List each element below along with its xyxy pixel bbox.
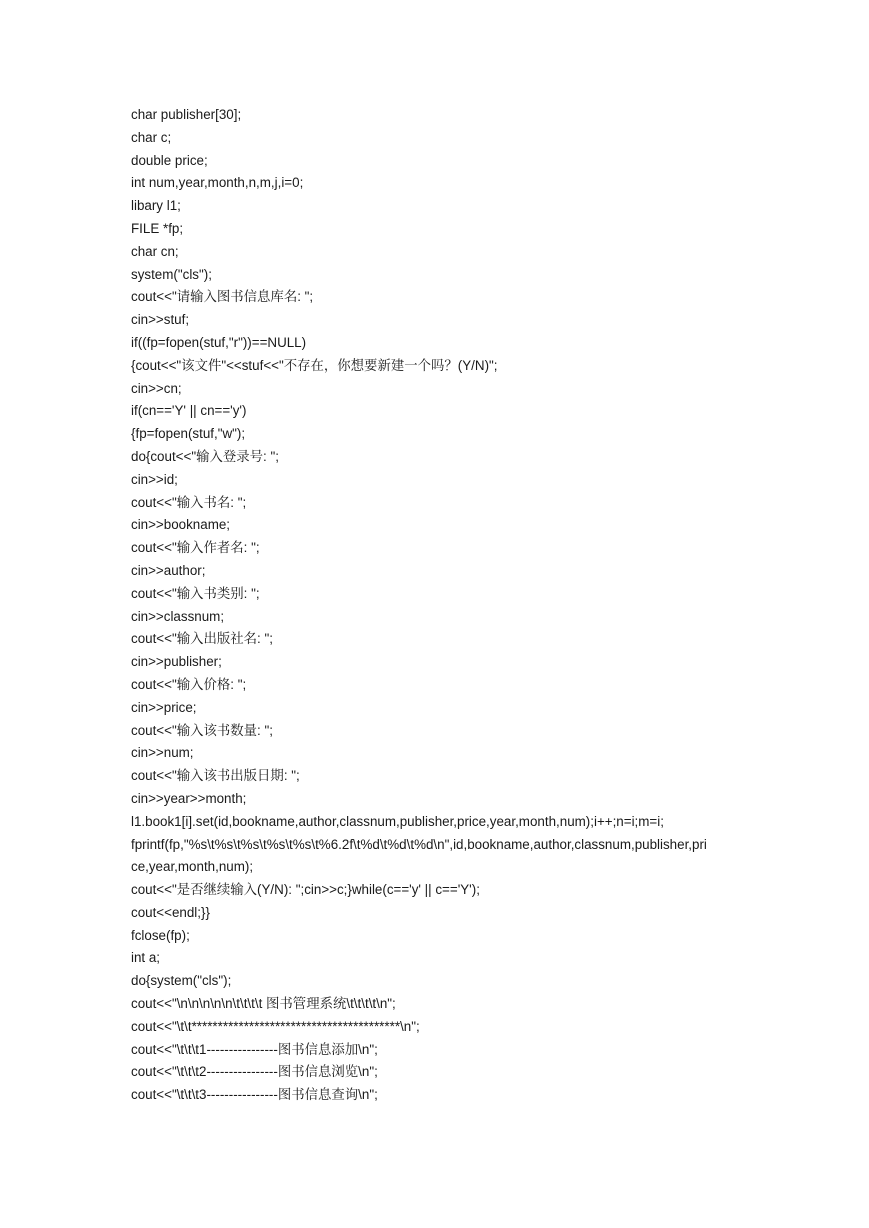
code-line: char c; xyxy=(131,129,172,145)
code-line: cout<<"\t\t\t2----------------图书信息浏览\n"; xyxy=(131,1064,378,1080)
code-line: int num,year,month,n,m,j,i=0; xyxy=(131,175,304,191)
code-line: cout<<"输入书名: "; xyxy=(131,494,247,510)
code-line: cout<<endl;}} xyxy=(131,904,210,920)
code-line: cout<<"是否继续输入(Y/N): ";cin>>c;}while(c=='y' || c=='Y'); xyxy=(131,882,480,898)
code-line: {fp=fopen(stuf,"w"); xyxy=(131,426,246,442)
code-line: do{system("cls"); xyxy=(131,973,232,989)
code-line: int a; xyxy=(131,950,161,966)
code-line: cout<<"输入出版社名: "; xyxy=(131,631,273,647)
code-line: cin>>year>>month; xyxy=(131,790,247,806)
code-line: if(cn=='Y' || cn=='y') xyxy=(131,403,247,419)
code-line: if((fp=fopen(stuf,"r"))==NULL) xyxy=(131,334,307,350)
code-line: cout<<"\n\n\n\n\n\t\t\t\t 图书管理系统\t\t\t\t\n"; xyxy=(131,996,396,1012)
code-line: cin>>price; xyxy=(131,699,197,715)
code-line: libary l1; xyxy=(131,198,181,214)
code-line: system("cls"); xyxy=(131,266,212,282)
code-line: fclose(fp); xyxy=(131,927,190,943)
code-line: cout<<"\t\t\t3----------------图书信息查询\n"; xyxy=(131,1087,378,1103)
code-line: cin>>author; xyxy=(131,562,206,578)
code-line: l1.book1[i].set(id,bookname,author,classnum,publisher,price,year,month,num);i++;n=i;m=i; xyxy=(131,813,664,829)
code-line: cout<<"\t\t****************************************\n"; xyxy=(131,1018,420,1034)
code-line: cin>>classnum; xyxy=(131,608,225,624)
code-line: FILE *fp; xyxy=(131,220,184,236)
code-line: cout<<"输入该书出版日期: "; xyxy=(131,768,300,784)
code-line: cout<<"输入作者名: "; xyxy=(131,540,260,556)
code-line: ce,year,month,num); xyxy=(131,859,254,875)
code-line: {cout<<"该文件"<<stuf<<"不存在，你想要新建一个吗？(Y/N)"; xyxy=(131,357,498,373)
code-line: cin>>id; xyxy=(131,471,178,487)
code-line: cin>>cn; xyxy=(131,380,182,396)
code-line: cout<<"\t\t\t1----------------图书信息添加\n"; xyxy=(131,1041,378,1057)
code-line: cout<<"输入书类别: "; xyxy=(131,585,260,601)
code-line: cin>>bookname; xyxy=(131,517,231,533)
code-line: cout<<"输入该书数量: "; xyxy=(131,722,273,738)
code-line: cin>>stuf; xyxy=(131,312,190,328)
code-line: cin>>publisher; xyxy=(131,654,222,670)
code-listing xyxy=(131,104,741,1107)
code-line: cout<<"请输入图书信息库名: "; xyxy=(131,289,314,305)
code-line: char publisher[30]; xyxy=(131,107,242,122)
code-line: double price; xyxy=(131,152,208,168)
code-line: char cn; xyxy=(131,243,179,259)
code-line: cout<<"输入价格: "; xyxy=(131,676,247,692)
code-line: cin>>num; xyxy=(131,745,194,761)
code-line: do{cout<<"输入登录号: "; xyxy=(131,448,279,464)
code-line: fprintf(fp,"%s\t%s\t%s\t%s\t%s\t%6.2f\t%d\t%d\t%d\n",id,bookname,author,classnum,publisher,pri xyxy=(131,836,707,852)
